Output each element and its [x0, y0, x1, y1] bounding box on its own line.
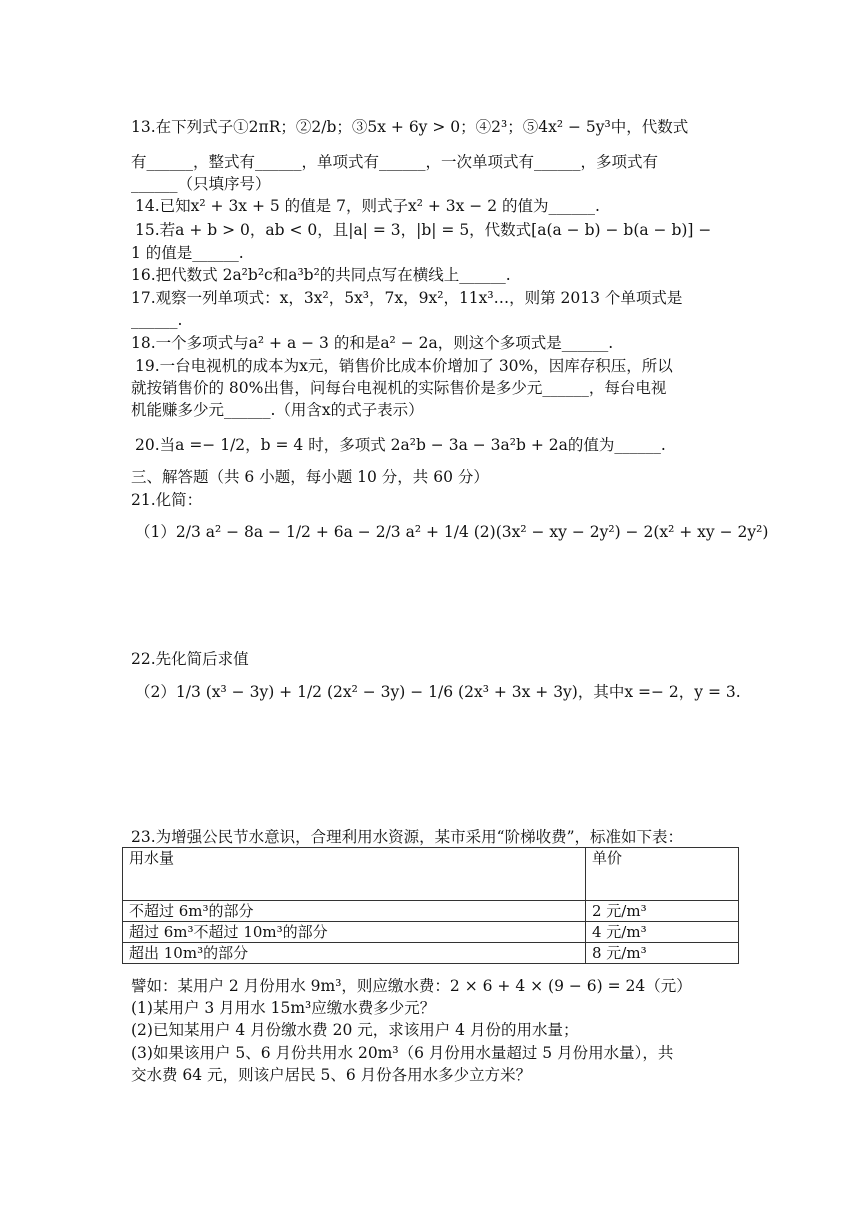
question-15-line-1: 15.若a + b > 0，ab < 0，且|a| = 3，|b| = 5，代数式[a(a − b) − b(a − b)] − [135, 221, 712, 239]
question-15-line-2: 1 的值是______. [131, 244, 244, 262]
question-22-expression: （2）1/3 (x³ − 3y) + 1/2 (2x² − 3y) − 1/6 (2x³ + 3x + 3y)，其中x =− 2，y = 3. [135, 683, 741, 701]
table-row [123, 943, 739, 964]
question-18: 18.一个多项式与a² + a − 3 的和是a² − 2a，则这个多项式是______. [131, 334, 614, 352]
table-cell: 不超过 6m³的部分 [123, 901, 586, 922]
table-row [123, 922, 739, 943]
question-17-line-1: 17.观察一列单项式：x，3x²，5x³，7x，9x²，11x³…，则第 2013 个单项式是 [131, 289, 683, 307]
table-row [123, 901, 739, 922]
question-16: 16.把代数式 2a²b²c和a³b²的共同点写在横线上______. [131, 266, 511, 284]
table-header-row [123, 848, 739, 901]
question-13-line-1: 13.在下列式子①2πR；②2/b；③5x + 6y > 0；④2³；⑤4x² − 5y³中，代数式 [131, 118, 689, 136]
section-3-heading: 三、解答题（共 6 小题，每小题 10 分，共 60 分） [131, 468, 489, 486]
question-21-expressions: （1）2/3 a² − 8a − 1/2 + 6a − 2/3 a² + 1/4 (2)(3x² − xy − 2y²) − 2(x² + xy − 2y²) [135, 523, 769, 541]
question-14: 14.已知x² + 3x + 5 的值是 7，则式子x² + 3x − 2 的值为______. [135, 197, 600, 215]
table-cell: 2 元/m³ [586, 901, 739, 922]
question-13-line-3: ______（只填序号） [131, 175, 271, 193]
water-fee-table [122, 847, 739, 964]
question-23-part-3-line-1: (3)如果该用户 5、6 月份共用水 20m³（6 月份用水量超过 5 月份用水量），共 [131, 1044, 674, 1062]
question-21-title: 21.化简： [131, 491, 203, 509]
question-23-part-1: (1)某用户 3 月用水 15m³应缴水费多少元？ [131, 999, 436, 1017]
question-13-line-2: 有______，整式有______，单项式有______，一次单项式有______，多项式有 [131, 153, 659, 171]
question-19-line-2: 就按销售价的 80%出售，问每台电视机的实际售价是多少元______，每台电视 [131, 379, 667, 397]
question-19-line-1: 19.一台电视机的成本为x元，销售价比成本价增加了 30%，因库存积压，所以 [135, 357, 673, 375]
question-22-title: 22.先化简后求值 [131, 650, 249, 668]
question-23-intro: 23.为增强公民节水意识，合理利用水资源，某市采用“阶梯收费”，标准如下表： [131, 828, 684, 846]
question-19-line-3: 机能赚多少元______.（用含x的式子表示） [131, 401, 424, 419]
question-23-part-3-line-2: 交水费 64 元，则该户居民 5、6 月份各用水多少立方米？ [131, 1066, 532, 1084]
table-cell: 超过 6m³不超过 10m³的部分 [123, 922, 586, 943]
table-cell: 4 元/m³ [586, 922, 739, 943]
question-23-example: 譬如：某用户 2 月份用水 9m³，则应缴水费：2 × 6 + 4 × (9 − 6) = 24（元） [131, 977, 692, 995]
question-17-line-2: ______. [131, 311, 183, 329]
table-cell: 8 元/m³ [586, 943, 739, 964]
question-23-part-2: (2)已知某用户 4 月份缴水费 20 元，求该用户 4 月份的用水量； [131, 1021, 579, 1039]
question-20: 20.当a =− 1/2，b = 4 时，多项式 2a²b − 3a − 3a²b + 2a的值为______. [135, 436, 666, 454]
table-cell: 超出 10m³的部分 [123, 943, 586, 964]
table-header-usage: 用水量 [123, 848, 586, 901]
table-header-price: 单价 [586, 848, 739, 901]
